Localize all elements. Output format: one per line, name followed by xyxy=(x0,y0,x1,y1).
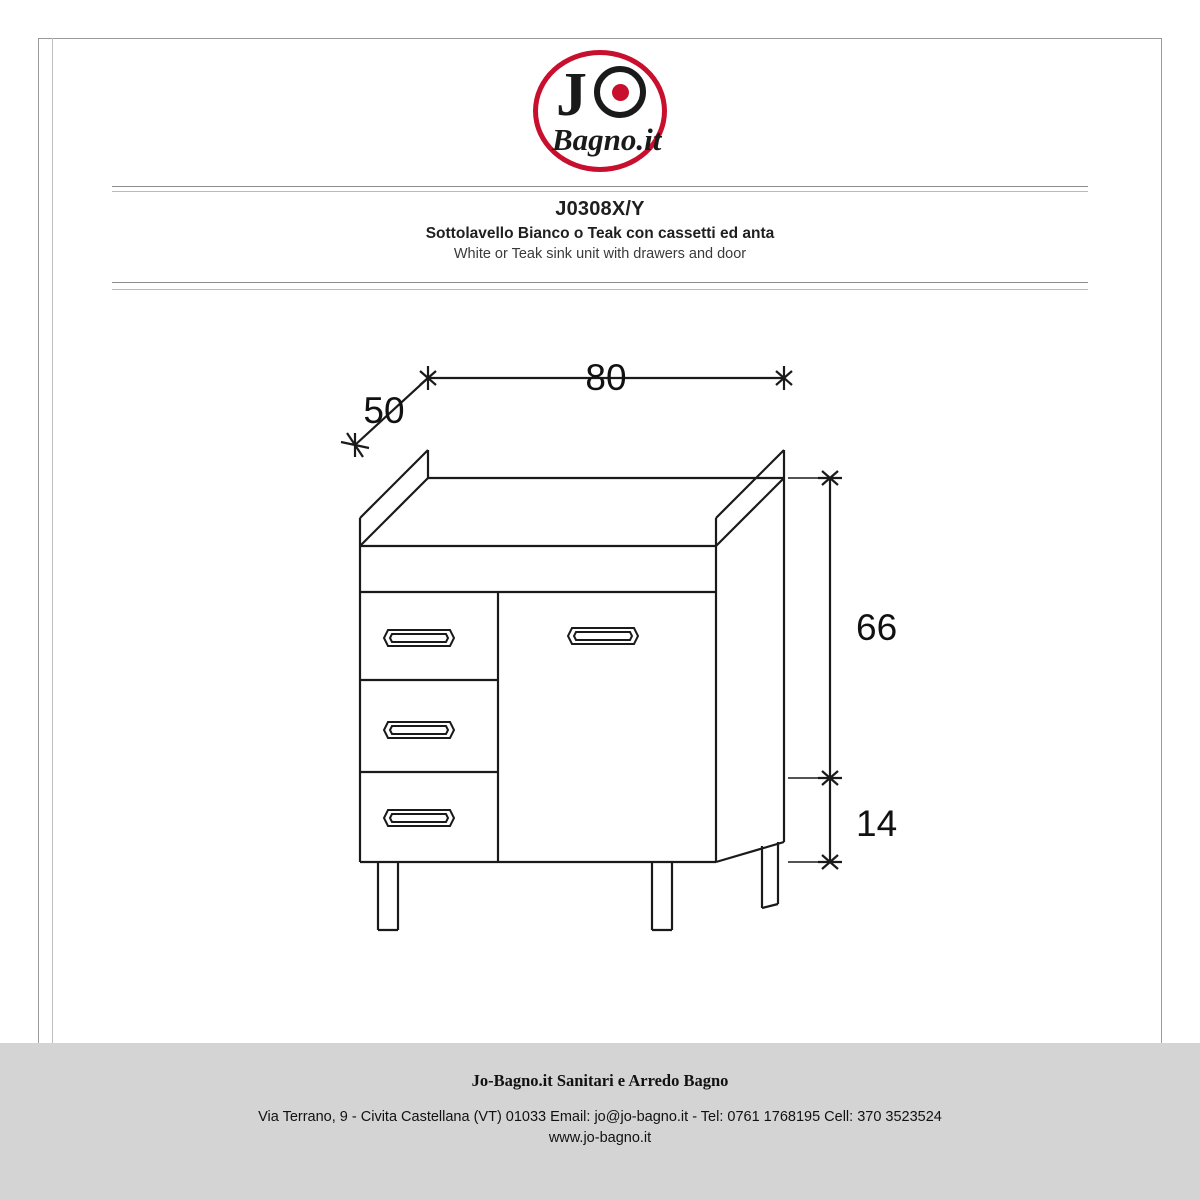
drawer-handle-icon-3 xyxy=(384,810,454,826)
drawer-handle-icon-2 xyxy=(384,722,454,738)
footer-address: Via Terrano, 9 - Civita Castellana (VT) 01033 Email: jo@jo-bagno.it - Tel: 0761 1768195 Cell: 370 3523524 xyxy=(258,1109,942,1125)
logo-wordmark: Bagno.it xyxy=(552,122,662,157)
product-title-block xyxy=(110,198,1090,262)
dimension-label-leg-height: 14 xyxy=(856,803,898,844)
logo-red-dot-icon xyxy=(612,84,629,101)
header-rule-bottom-2 xyxy=(112,289,1088,290)
dimension-height-lines xyxy=(788,471,842,869)
dimension-label-width: 80 xyxy=(585,357,627,398)
cabinet-body xyxy=(360,450,784,862)
cabinet-legs xyxy=(378,842,778,930)
technical-drawing xyxy=(300,330,900,970)
header-rule-top-2 xyxy=(112,191,1088,192)
door-handle-icon xyxy=(568,628,638,644)
product-title-italian: Sottolavello Bianco o Teak con cassetti ed anta xyxy=(425,225,775,242)
page-inner-border-line xyxy=(52,38,53,1122)
header-rule-top-1 xyxy=(112,186,1088,187)
footer-website: www.jo-bagno.it xyxy=(548,1130,652,1146)
footer-company-name: Jo-Bagno.it Sanitari e Arredo Bagno xyxy=(471,1071,729,1090)
header-rule-bottom-1 xyxy=(112,282,1088,283)
footer xyxy=(0,1043,1200,1200)
product-title-english: White or Teak sink unit with drawers and door xyxy=(453,246,747,262)
dimension-label-body-height: 66 xyxy=(856,607,898,648)
dimension-label-depth: 50 xyxy=(363,390,405,431)
logo xyxy=(520,46,680,176)
drawer-handle-icon-1 xyxy=(384,630,454,646)
product-code: J0308X/Y xyxy=(555,198,645,220)
logo-letter-j: J xyxy=(556,61,587,129)
